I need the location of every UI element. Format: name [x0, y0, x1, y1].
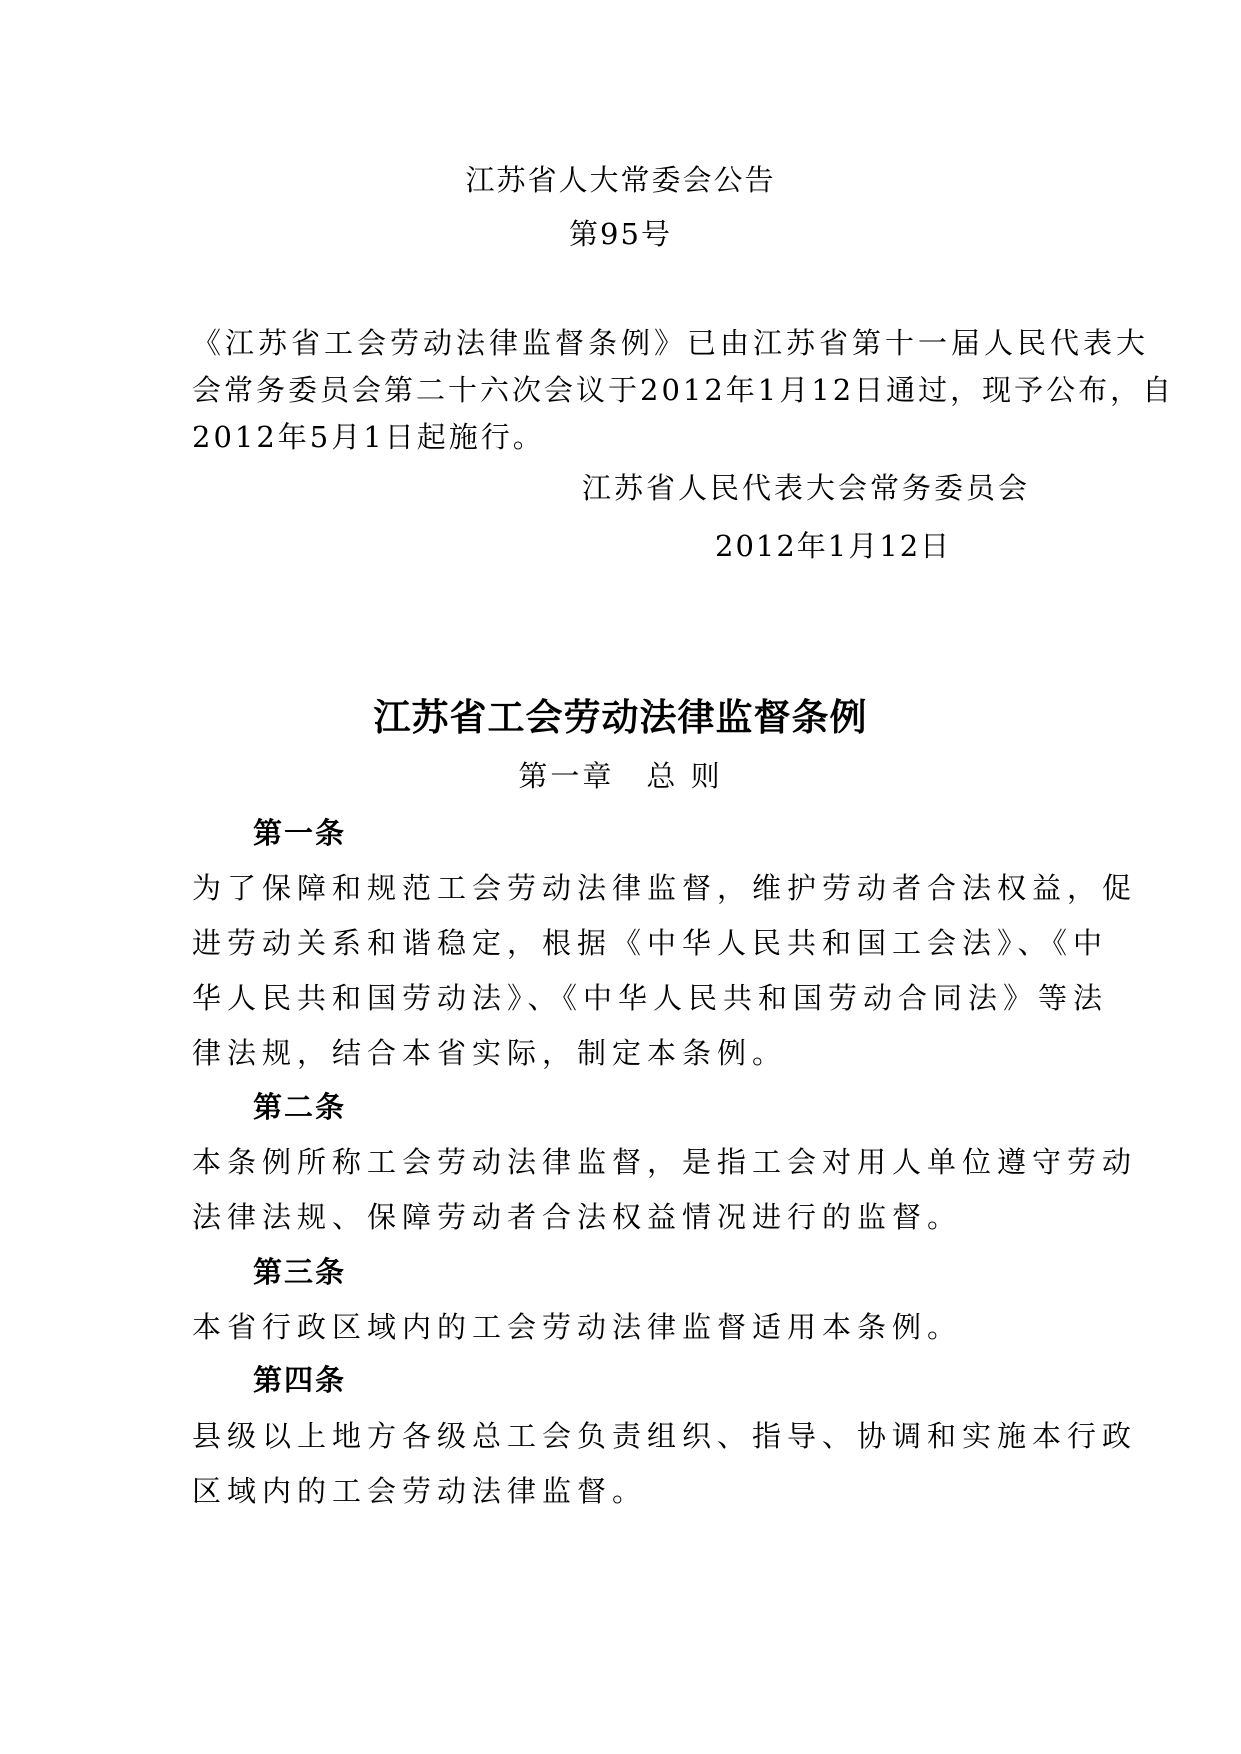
article-label: 第二条	[253, 1090, 347, 1124]
article-text-line: 华人民共和国劳动法》、《中华人民共和国劳动合同法》等法	[192, 981, 1109, 1015]
announcement-heading: 江苏省人大常委会公告	[465, 163, 776, 197]
article-text-line: 本条例所称工会劳动法律监督，是指工会对用人单位遵守劳动	[192, 1145, 1138, 1179]
announcement-issuer: 江苏省人民代表大会常务委员会	[582, 471, 1031, 505]
article-label: 第一条	[253, 816, 347, 850]
article-text-line: 进劳动关系和谐稳定，根据《中华人民共和国工会法》、《中	[192, 926, 1109, 960]
announcement-date: 2012年1月12日	[715, 529, 952, 563]
article-text-line: 区域内的工会劳动法律监督。	[192, 1474, 648, 1508]
regulation-title: 江苏省工会劳动法律监督条例	[373, 696, 868, 739]
article-label: 第三条	[253, 1255, 347, 1289]
article-text-line: 法律法规、保障劳动者合法权益情况进行的监督。	[192, 1200, 963, 1234]
chapter-heading: 第一章 总 则	[518, 759, 723, 793]
article-text-line: 律法规，结合本省实际，制定本条例。	[192, 1036, 788, 1070]
article-text-line: 本省行政区域内的工会劳动法律监督适用本条例。	[192, 1310, 963, 1344]
article-text-line: 县级以上地方各级总工会负责组织、指导、协调和实施本行政	[192, 1419, 1138, 1453]
announcement-body-line: 会常务委员会第二十六次会议于2012年1月12日通过，现予公布，自	[192, 373, 1175, 407]
announcement-body-line: 《江苏省工会劳动法律监督条例》已由江苏省第十一届人民代表大	[192, 326, 1150, 360]
announcement-number: 第95号	[569, 217, 672, 251]
article-text-line: 为了保障和规范工会劳动法律监督，维护劳动者合法权益，促	[192, 871, 1138, 905]
announcement-body-line: 2012年5月1日起施行。	[192, 420, 545, 454]
article-label: 第四条	[253, 1363, 347, 1397]
